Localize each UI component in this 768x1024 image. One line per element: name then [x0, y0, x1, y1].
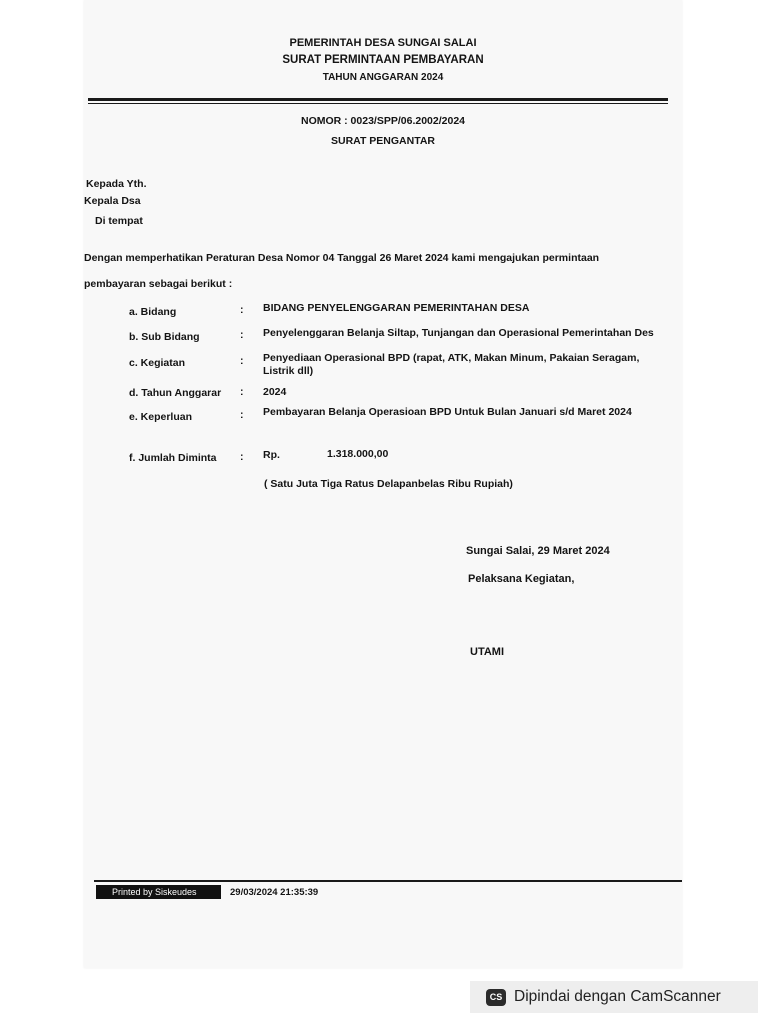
address-line-2: Kepala Dsa [84, 195, 141, 207]
document-number: NOMOR : 0023/SPP/06.2002/2024 [300, 115, 465, 127]
footer-divider [94, 880, 682, 882]
item-d-colon: : [240, 386, 244, 398]
signature-role: Pelaksana Kegiatan, [468, 573, 575, 585]
printed-timestamp: 29/03/2024 21:35:39 [230, 887, 319, 898]
header-government: PEMERINTAH DESA SUNGAI SALAI [289, 37, 477, 49]
signature-place-date: Sungai Salai, 29 Maret 2024 [466, 545, 610, 557]
address-line-1: Kepada Yth. [86, 178, 147, 190]
signature-name: UTAMI [470, 646, 505, 658]
amount-in-words: ( Satu Juta Tiga Ratus Delapanbelas Ribu Rupiah) [264, 478, 513, 490]
camscanner-watermark [470, 981, 758, 1013]
item-c-value-continued: Listrik dll) [263, 365, 314, 377]
item-f-amount: 1.318.000,00 [327, 448, 389, 460]
item-a-value: BIDANG PENYELENGGARAN PEMERINTAHAN DESA [263, 302, 530, 314]
header-title: SURAT PERMINTAAN PEMBAYARAN [282, 54, 484, 66]
item-c-colon: : [240, 355, 244, 367]
item-c-label: c. Kegiatan [129, 357, 186, 369]
document-page [84, 0, 682, 968]
item-b-label: b. Sub Bidang [129, 331, 200, 343]
camscanner-label: Dipindai dengan CamScanner [514, 988, 721, 1005]
header-divider-thin [88, 103, 668, 104]
intro-line-1: Dengan memperhatikan Peraturan Desa Nomor 04 Tanggal 26 Maret 2024 kami mengajukan permintaan [84, 252, 600, 264]
item-d-value: 2024 [263, 386, 287, 398]
item-c-value: Penyediaan Operasional BPD (rapat, ATK, Makan Minum, Pakaian Seragam, [263, 352, 640, 364]
address-line-3: Di tempat [95, 215, 143, 227]
printed-by-badge: Printed by Siskeudes [96, 885, 221, 899]
item-f-colon: : [240, 451, 244, 463]
item-e-colon: : [240, 409, 244, 421]
header-divider-thick [88, 98, 668, 101]
item-e-value: Pembayaran Belanja Operasioan BPD Untuk Bulan Januari s/d Maret 2024 [263, 406, 632, 418]
intro-line-2: pembayaran sebagai berikut : [84, 278, 233, 290]
document-subject: SURAT PENGANTAR [330, 135, 436, 147]
header-fiscal-year: TAHUN ANGGARAN 2024 [322, 72, 444, 83]
item-e-label: e. Keperluan [129, 411, 193, 423]
item-b-value: Penyelenggaran Belanja Siltap, Tunjangan dan Operasional Pemerintahan Des [263, 327, 654, 339]
item-f-label: f. Jumlah Diminta [129, 452, 217, 464]
item-d-label: d. Tahun Anggarar [129, 387, 222, 399]
camscanner-logo-icon: CS [486, 989, 506, 1006]
item-a-label: a. Bidang [129, 306, 177, 318]
item-b-colon: : [240, 329, 244, 341]
item-a-colon: : [240, 304, 244, 316]
item-f-currency: Rp. [263, 449, 280, 461]
